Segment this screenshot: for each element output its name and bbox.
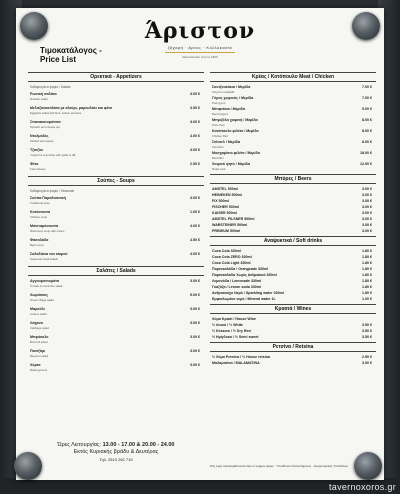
menu-item-price: 8.00 € xyxy=(362,129,372,133)
menu-item-text xyxy=(28,106,112,115)
menu-item-text xyxy=(210,96,253,105)
price-list-heading-english: Price List xyxy=(40,55,77,64)
menu-item-text xyxy=(28,238,48,247)
menu-item-name: Ανθρακούχο Νερό / Sparkling water 330ml xyxy=(212,291,284,295)
menu-item-name: Πορτοκαλάδα Χωρίς Ανθρακικό 330ml xyxy=(212,273,277,277)
menu-item xyxy=(210,273,376,277)
menu-item-name: WARSTEINER 500ml xyxy=(212,223,248,227)
menu-item xyxy=(28,279,204,288)
menu-item xyxy=(210,261,376,265)
menu-item-name: Φασολάδα xyxy=(30,238,49,242)
menu-item xyxy=(28,106,204,115)
menu-board xyxy=(16,8,384,480)
menu-item-price: 3.00 € xyxy=(362,217,372,221)
menu-item xyxy=(210,329,376,333)
menu-item-text xyxy=(210,335,258,339)
menu-item-description: Yoghurt & cucumber with garlic & dill xyxy=(30,153,76,157)
menu-item-price: 9.00 € xyxy=(362,107,372,111)
menu-item xyxy=(28,349,204,358)
menu-item-price: 7.00 € xyxy=(362,96,372,100)
menu-item-price: 3.00 € xyxy=(190,196,200,200)
menu-item-text xyxy=(210,361,260,365)
menu-item-text xyxy=(210,355,270,359)
menu-item-text xyxy=(210,317,256,321)
menu-item-name: Μπιφτέκια / Μερίδα xyxy=(212,107,245,111)
menu-item-description: Eggplant salad with flour, lettuce and feta xyxy=(30,111,81,115)
menu-item-name: Coca Cola Light 330ml xyxy=(212,261,251,265)
price-list-heading-greek: Τιμοκατάλογος - xyxy=(40,46,102,55)
brand-divider xyxy=(165,52,235,53)
menu-item xyxy=(210,361,376,365)
menu-item-text xyxy=(210,291,284,295)
menu-item-name: Χύμα Κρασί / House Wine xyxy=(212,317,256,321)
menu-section xyxy=(210,304,376,339)
menu-item-text xyxy=(210,223,247,227)
menu-item-text xyxy=(210,107,245,116)
menu-item-text xyxy=(210,118,258,127)
menu-item xyxy=(210,85,376,94)
mounting-bolt xyxy=(20,12,48,40)
menu-item xyxy=(28,335,204,344)
menu-item-name: PREMIUM 500ml xyxy=(212,229,241,233)
section-title: Αναψυκτικά / Soft drinks xyxy=(210,236,376,246)
menu-item-price: 3.00 € xyxy=(190,349,200,353)
menu-item-name: Μπρόκολο xyxy=(30,335,49,339)
menu-item-price: 1.80 € xyxy=(362,261,372,265)
section-title: Μπύρες / Beers xyxy=(210,174,376,184)
menu-item-name: Ρωσική σαλάτα xyxy=(30,92,57,96)
phone-value: 2510 262 715 xyxy=(108,457,133,462)
menu-item-name: FIX 500ml xyxy=(212,199,229,203)
menu-item-description: Pork chop xyxy=(212,123,225,127)
menu-item-text xyxy=(210,85,250,94)
menu-item-text xyxy=(210,267,268,271)
menu-item-text xyxy=(28,363,47,372)
menu-item-price: 4.00 € xyxy=(190,252,200,256)
menu-item xyxy=(28,224,204,233)
menu-item-price: 4.00 € xyxy=(190,134,200,138)
menu-item xyxy=(28,134,204,143)
menu-item-price: 3.00 € xyxy=(190,335,200,339)
menu-item xyxy=(28,238,204,247)
menu-section xyxy=(210,342,376,365)
brand-tagline: ζάχαρη · Αρτος · Κολλοκασία xyxy=(167,45,233,50)
brand-title: Άριστον xyxy=(144,18,256,44)
menu-item-price: 8.00 € xyxy=(362,118,372,122)
opening-hours-times: 13.00 - 17.00 & 20.00 - 24.00 xyxy=(102,442,175,448)
menu-item xyxy=(28,162,204,171)
menu-section xyxy=(210,236,376,301)
menu-item xyxy=(210,285,376,289)
opening-hours-line2: Εκτός Κυριακής βράδυ & Δευτέρας xyxy=(73,449,159,455)
menu-item-price: 18.00 € xyxy=(360,151,372,155)
menu-item xyxy=(210,199,376,203)
menu-item-name: Μελιτζανοσαλάτα με αλεύρι, μαρουλάκι και φέτα xyxy=(30,106,112,110)
opening-hours-line1 xyxy=(28,442,204,449)
menu-item-price: 3.00 € xyxy=(190,148,200,152)
menu-item xyxy=(210,118,376,127)
menu-item xyxy=(210,317,376,321)
menu-item-description: Schnitzel xyxy=(212,145,224,149)
menu-item-description: Lettuce salad xyxy=(30,312,47,316)
menu-item-name: FISCHER 500ml xyxy=(212,205,239,209)
opening-hours xyxy=(28,442,204,463)
menu-item xyxy=(210,267,376,271)
menu-item-price: 3.50 € xyxy=(362,335,372,339)
menu-item-name: Ντολμάδες xyxy=(30,134,49,138)
menu-item-description: Roast pork xyxy=(212,167,226,171)
menu-item-text xyxy=(210,261,251,265)
menu-item-price: 5.00 € xyxy=(190,293,200,297)
menu-item-name: ½ Χύμα Ρετσίνα / ½ House retsina xyxy=(212,355,270,359)
menu-item-name: Μοσχαρίσιο φιλέτο / Μερίδα xyxy=(212,151,260,155)
menu-item xyxy=(210,291,376,295)
menu-item-text xyxy=(28,279,62,288)
menu-item xyxy=(210,151,376,160)
menu-item-price: 1.00 € xyxy=(190,210,200,214)
menu-item xyxy=(210,255,376,259)
phone-number xyxy=(28,456,204,463)
menu-item-price: 3.00 € xyxy=(190,321,200,325)
menu-item-name: Μανιταρόσουπα xyxy=(30,224,58,228)
menu-item-text xyxy=(210,151,260,160)
menu-section xyxy=(28,72,204,171)
menu-item xyxy=(210,162,376,171)
menu-item-name: Πορτοκαλάδα / Orangeade 330ml xyxy=(212,267,269,271)
menu-item-price: 4.00 € xyxy=(190,224,200,228)
menu-item-description: Bean soup xyxy=(30,243,44,247)
right-column xyxy=(210,72,376,368)
menu-item-name: KAISER 500ml xyxy=(212,211,237,215)
menu-item-price: 3.00 € xyxy=(362,361,372,365)
menu-item-description: Traditional soup xyxy=(30,201,50,205)
menu-item xyxy=(210,129,376,138)
menu-item-name: Χοιρινό ψητό / Μερίδα xyxy=(212,162,251,166)
menu-item-text xyxy=(28,224,64,233)
menu-item-price: 2.50 € xyxy=(190,162,200,166)
menu-item xyxy=(28,92,204,101)
menu-item-name: Κοτόπουλο φιλέτο / Μερίδα xyxy=(212,129,259,133)
opening-hours-label: Ώρες Λειτουργίας: xyxy=(57,442,102,448)
menu-item-price: 1.00 € xyxy=(362,297,372,301)
phone-label: Τηλ: xyxy=(99,457,107,462)
menu-item-price: 3.00 € xyxy=(190,92,200,96)
menu-item-text xyxy=(210,229,240,233)
menu-item-name: Εμφιαλωμένο νερό / Mineral water 1L xyxy=(212,297,276,301)
menu-item-price: 12.00 € xyxy=(360,162,372,166)
menu-item xyxy=(210,297,376,301)
mounting-bolt xyxy=(14,452,42,480)
menu-item-text xyxy=(210,217,254,221)
menu-item xyxy=(28,252,204,261)
menu-item xyxy=(210,279,376,283)
menu-item-price: 1.80 € xyxy=(362,279,372,283)
menu-item-text xyxy=(28,210,50,219)
menu-item-text xyxy=(28,92,57,101)
menu-item xyxy=(28,307,204,316)
menu-item-description: Beef burgers xyxy=(212,112,229,116)
menu-item-text xyxy=(28,148,75,157)
menu-item-text xyxy=(28,349,48,358)
menu-item-description: Greek village salad xyxy=(30,298,54,302)
menu-item-name: Σνίτσελ / Μερίδα xyxy=(212,140,241,144)
menu-item-text xyxy=(28,134,54,143)
menu-item-text xyxy=(210,187,238,191)
menu-item-description: Feta cheese xyxy=(30,167,46,171)
menu-item-text xyxy=(210,285,261,289)
menu-item-name: ½ Λευκό / ½ White xyxy=(212,323,243,327)
menu-item xyxy=(28,210,204,219)
section-title: Κρασιά / Wines xyxy=(210,304,376,314)
menu-item xyxy=(210,249,376,253)
menu-section xyxy=(28,266,204,372)
menu-item xyxy=(210,140,376,149)
menu-item-text xyxy=(28,335,48,344)
menu-item-price: 3.00 € xyxy=(362,187,372,191)
menu-item-text xyxy=(28,293,54,302)
menu-item-description: Seasonal small salads xyxy=(30,257,58,261)
menu-item-description: Stuffed vine leaves xyxy=(30,139,54,143)
menu-item-description: Pork gyros xyxy=(212,101,226,105)
left-column xyxy=(28,72,204,377)
menu-item-text xyxy=(210,249,241,253)
menu-item-name: Λεμονάδα / Lemonade 330ml xyxy=(212,279,262,283)
menu-item-price: 3.00 € xyxy=(362,205,372,209)
menu-item-description: Beetroot salad xyxy=(30,354,49,358)
menu-item xyxy=(28,293,204,302)
menu-item-price: 1.80 € xyxy=(362,285,372,289)
menu-item xyxy=(210,107,376,116)
menu-item-price: 3.00 € xyxy=(190,279,200,283)
menu-item-price: 1.80 € xyxy=(362,273,372,277)
section-title: Κρέας / Κοτόπουλο Meat / Chicken xyxy=(210,72,376,82)
menu-item-description: Beef fillet xyxy=(212,156,224,160)
menu-item-text xyxy=(210,140,240,149)
menu-item-name: ½ Ημίγλυκο / ½ Semi sweet xyxy=(212,335,259,339)
menu-item xyxy=(210,217,376,221)
menu-item-name: Κοτόσουπα xyxy=(30,210,51,214)
menu-item-text xyxy=(28,252,68,261)
menu-item xyxy=(28,148,204,157)
menu-item-price: 3.50 € xyxy=(362,323,372,327)
mounting-bolt xyxy=(352,12,380,40)
menu-item-name: AMSTEL PILSNER 500ml xyxy=(212,217,255,221)
price-list-heading xyxy=(40,46,102,64)
menu-item-price: 3.00 € xyxy=(190,307,200,311)
menu-item xyxy=(28,120,204,129)
menu-item-text xyxy=(210,162,250,171)
menu-item-description: Cabbage salad xyxy=(30,326,49,330)
section-title: Ορεκτικά - Appetizers xyxy=(28,72,204,82)
menu-item xyxy=(210,229,376,233)
section-subtitle: Καθαρισμένα ψάρια / Seasonal xyxy=(30,189,75,193)
section-title: Σούπες - Soups xyxy=(28,176,204,186)
menu-item-text xyxy=(210,329,251,333)
menu-item-description: Chicken fillet xyxy=(212,134,228,138)
menu-item-description: Chicken soup xyxy=(30,215,47,219)
menu-item xyxy=(210,193,376,197)
menu-section xyxy=(210,174,376,233)
menu-item-description: Mushroom soup with cream xyxy=(30,229,65,233)
menu-item-name: Τζατζίκι xyxy=(30,148,44,152)
menu-item-price: 3.00 € xyxy=(362,223,372,227)
menu-item-text xyxy=(210,211,237,215)
brand-established: Θεσσαλονίκη από το 1954 xyxy=(182,55,218,59)
menu-item-name: Σούπα Παραδοσιακή xyxy=(30,196,66,200)
menu-item xyxy=(210,187,376,191)
menu-item-price: 3.50 € xyxy=(190,106,200,110)
menu-item-description: Russian salad xyxy=(30,97,48,101)
menu-item-price: 4.50 € xyxy=(190,238,200,242)
menu-item-price: 1.80 € xyxy=(362,291,372,295)
site-watermark: tavernoxoros.gr xyxy=(328,482,396,492)
menu-item-description: Spinach and cheese pie xyxy=(30,125,60,129)
menu-item-price: 7.00 € xyxy=(362,85,372,89)
menu-item-name: Γκαζόζα / Lemon soda 330ml xyxy=(212,285,261,289)
menu-item-name: Μαρούλι xyxy=(30,307,45,311)
footer-note: Στις τιμές περιλαμβάνονται όλοι οι νόμιμοι φόροι · Υπεύθυνος Καταστήματος · Αγορανομικός Υπεύθυνος xyxy=(210,464,349,468)
menu-item-text xyxy=(28,196,66,205)
menu-item-text xyxy=(210,323,243,327)
menu-item-name: Σπανακοτυρόπιτα xyxy=(30,120,61,124)
menu-item-name: Σαλαδάκια του καιρού xyxy=(30,252,68,256)
menu-item-price: 2.50 € xyxy=(362,355,372,359)
menu-item-name: Παντζάρι xyxy=(30,349,46,353)
menu-item-price: 1.80 € xyxy=(362,249,372,253)
menu-item-text xyxy=(210,205,239,209)
menu-item xyxy=(28,196,204,205)
menu-item-name: Coca Cola 330ml xyxy=(212,249,241,253)
menu-item-price: 3.00 € xyxy=(190,120,200,124)
menu-item-price: 1.80 € xyxy=(362,267,372,271)
menu-item-name: Σουτζουκάκια / Μερίδα xyxy=(212,85,251,89)
menu-item-description: Boiled greens xyxy=(30,368,48,372)
menu-item xyxy=(28,363,204,372)
menu-item xyxy=(210,211,376,215)
menu-item-price: 3.00 € xyxy=(362,229,372,233)
menu-item-description: Broccoli salad xyxy=(30,340,48,344)
menu-item xyxy=(28,321,204,330)
menu-item xyxy=(210,223,376,227)
menu-item-text xyxy=(210,297,276,301)
menu-item-name: Λάχανο xyxy=(30,321,43,325)
section-title: Σαλάτες / Salads xyxy=(28,266,204,276)
mounting-bolt xyxy=(354,452,382,480)
menu-item-description: Tomato & cucumber salad xyxy=(30,284,63,288)
menu-item-name: Μπριζόλα χοιρινή / Μερίδα xyxy=(212,118,258,122)
menu-item-price: 3.00 € xyxy=(190,363,200,367)
menu-item-price: 3.00 € xyxy=(362,199,372,203)
menu-item-text xyxy=(210,129,259,138)
menu-item-text xyxy=(28,307,47,316)
menu-item-text xyxy=(210,279,261,283)
menu-item-price: 1.80 € xyxy=(362,255,372,259)
menu-item-name: Χωριάτικη xyxy=(30,293,48,297)
menu-item-text xyxy=(28,321,49,330)
menu-item-name: Αγγουροντομάτα xyxy=(30,279,59,283)
section-title: Ρετσίνα / Retsina xyxy=(210,342,376,352)
menu-item-description: Smyrna meatballs xyxy=(212,90,235,94)
menu-item xyxy=(210,355,376,359)
menu-item-name: Γύρος χοιρινός / Μερίδα xyxy=(212,96,254,100)
menu-item-name: Μαλαματίνα / MALAMATINA xyxy=(212,361,260,365)
menu-item-name: ½ Κόκκινο / ½ Dry Red xyxy=(212,329,251,333)
menu-item-name: Φέτα xyxy=(30,162,39,166)
menu-item-name: HEINEKEN 500ml xyxy=(212,193,242,197)
menu-section xyxy=(210,72,376,171)
menu-item xyxy=(210,335,376,339)
menu-item-text xyxy=(210,273,277,277)
menu-item-text xyxy=(210,193,242,197)
menu-item-name: Coca Cola ZERO 330ml xyxy=(212,255,252,259)
menu-item-text xyxy=(28,120,61,129)
menu-item-name: Χόρτα xyxy=(30,363,41,367)
menu-item-price: 3.00 € xyxy=(362,211,372,215)
menu-item xyxy=(210,323,376,327)
menu-section xyxy=(28,176,204,261)
menu-item-price: 3.50 € xyxy=(362,329,372,333)
menu-item-name: AMSTEL 500ml xyxy=(212,187,238,191)
menu-item-text xyxy=(210,199,229,203)
menu-item-text xyxy=(210,255,252,259)
menu-item-text xyxy=(28,162,45,171)
menu-item-price: 8.00 € xyxy=(362,140,372,144)
section-subtitle: Καθαρισμένα ψάρια / Salads xyxy=(30,85,71,89)
menu-item-price: 3.00 € xyxy=(362,193,372,197)
menu-item xyxy=(210,96,376,105)
menu-item xyxy=(210,205,376,209)
